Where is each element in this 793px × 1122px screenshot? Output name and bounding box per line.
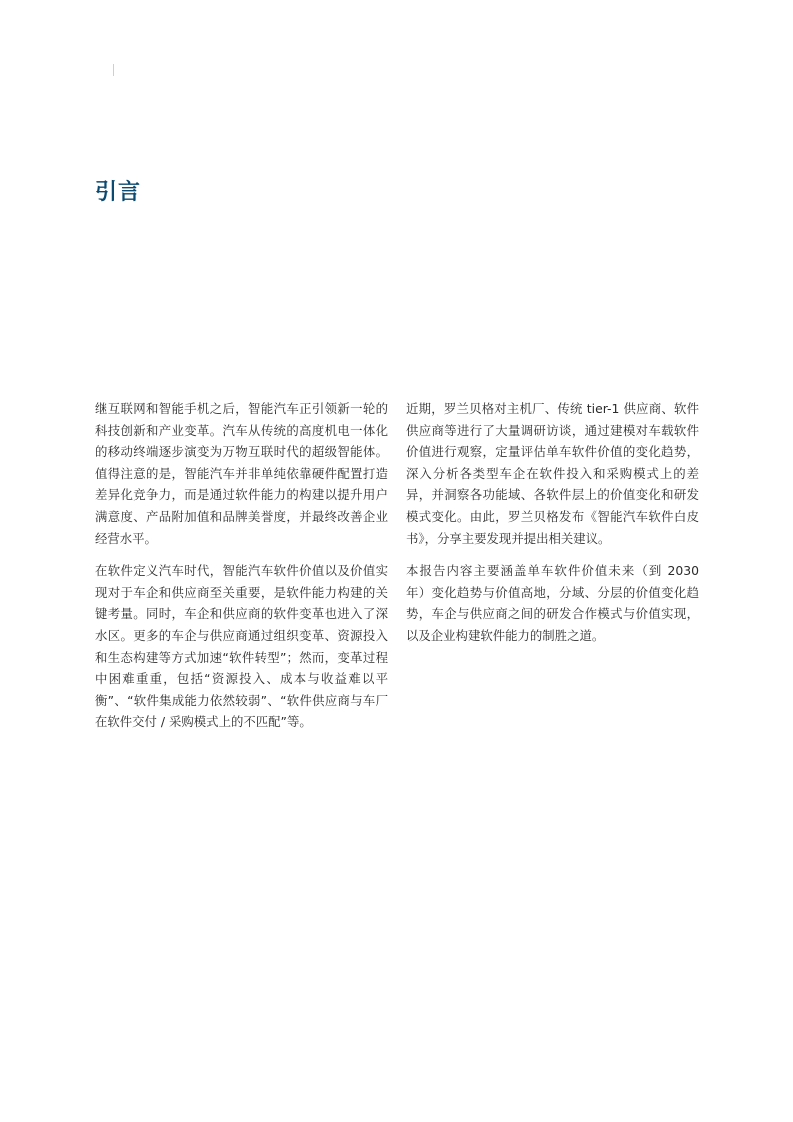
left-column	[95, 398, 388, 744]
paragraph-software-defined: 在软件定义汽车时代，智能汽车软件价值以及价值实现对于车企和供应商至关重要，是软件能力构建的关键考量。同时，车企和供应商的软件变革也进入了深水区。更多的车企与供应商通过组织变革、资源投入和生态构建等方式加速“软件转型”；然而，变革过程中困难重重，包括“资源投入、成本与收益难以平衡”、“软件集成能力依然较弱”、“软件供应商与车厂在软件交付 / 采购模式上的不匹配”等。	[95, 563, 388, 730]
right-column	[406, 398, 699, 658]
paragraph-scope: 本报告内容主要涵盖单车软件价值未来（到 2030 年）变化趋势与价值高地，分域、分层的价值变化趋势，车企与供应商之间的研发合作模式与价值实现，以及企业构建软件能力的制胜之道。	[406, 563, 699, 643]
margin-marker	[113, 64, 114, 76]
paragraph-intro: 继互联网和智能手机之后，智能汽车正引领新一轮的科技创新和产业变革。汽车从传统的高度机电一体化的移动终端逐步演变为万物互联时代的超级智能体。值得注意的是，智能汽车并非单纯依靠硬件配置打造差异化竞争力，而是通过软件能力的构建以提升用户满意度、产品附加值和品牌美誉度，并最终改善企业经营水平。	[95, 401, 388, 546]
paragraph-research: 近期，罗兰贝格对主机厂、传统 tier-1 供应商、软件供应商等进行了大量调研访谈，通过建模对车载软件价值进行观察，定量评估单车软件价值的变化趋势，深入分析各类型车企在软件投入和采购模式上的差异，并洞察各功能域、各软件层上的价值变化和研发模式变化。由此，罗兰贝格发布《智能汽车软件白皮书》，分享主要发现并提出相关建议。	[406, 401, 699, 546]
page-title: 引言	[95, 180, 142, 205]
